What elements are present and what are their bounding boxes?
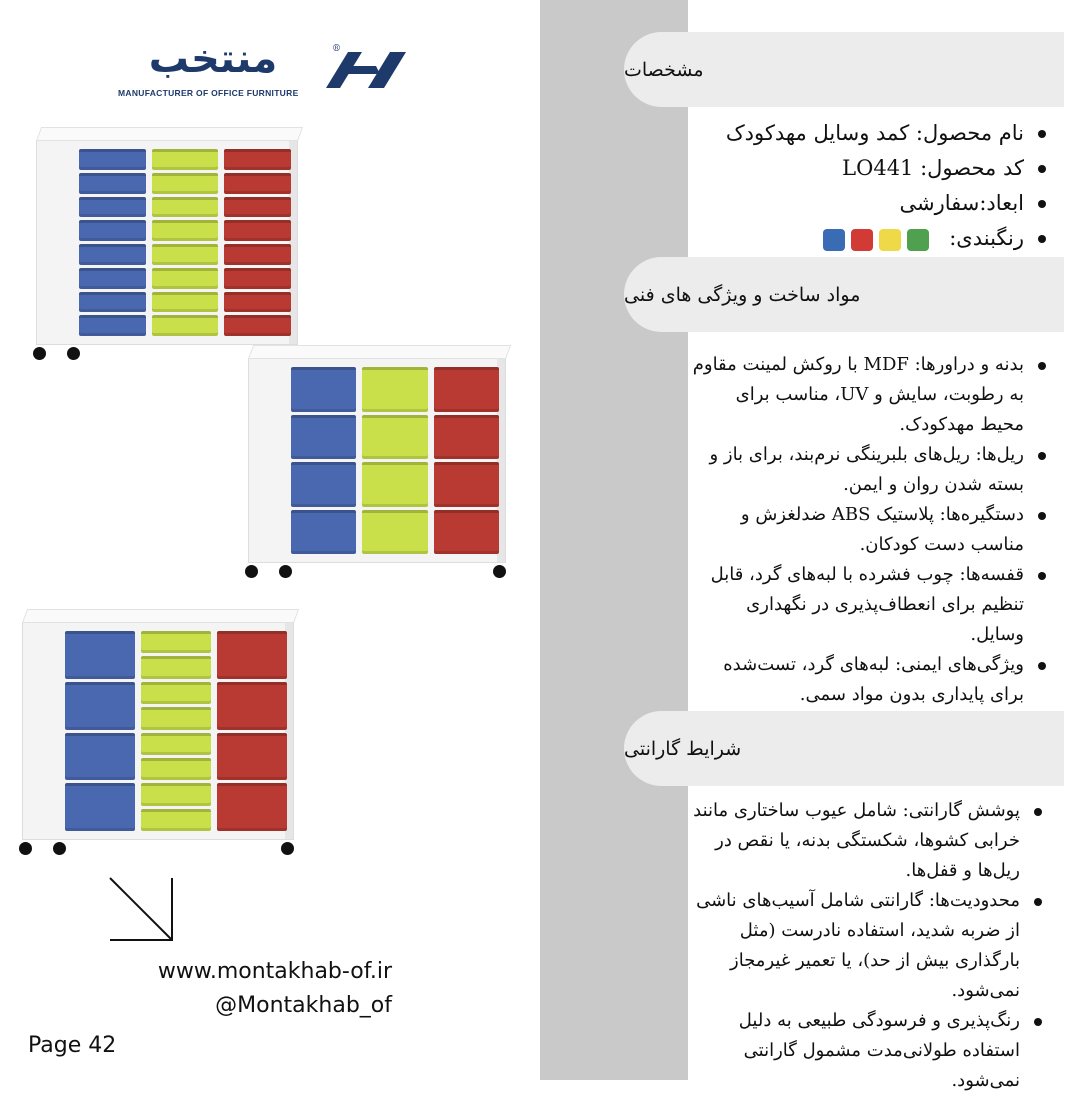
section-header-specs: مشخصات — [624, 32, 1064, 107]
drawer-column — [224, 149, 291, 336]
drawer — [434, 415, 499, 460]
wheel-icon — [33, 347, 46, 360]
wheel-icon — [53, 842, 66, 855]
color-swatch-blue — [823, 229, 845, 251]
drawer — [141, 809, 211, 831]
list-item: دستگیره‌ها: پلاستیک ABS ضدلغزش و مناسب دست کودکان. — [690, 500, 1050, 560]
wheel-icon — [19, 842, 32, 855]
specs-list — [726, 116, 1050, 256]
drawer — [65, 733, 135, 781]
wheel-icon — [279, 565, 292, 578]
drawer — [362, 462, 427, 507]
list-item: رنگ‌پذیری و فرسودگی طبیعی به دلیل استفاده طولانی‌مدت مشمول گارانتی نمی‌شود. — [686, 1006, 1046, 1096]
drawer — [217, 682, 287, 730]
drawer — [152, 315, 219, 336]
list-item: محدودیت‌ها: گارانتی شامل آسیب‌های ناشی از ضربه شدید، استفاده نادرست (مثل بارگذاری بیش از حد)، یا تعمیر غیرمجاز نمی‌شود. — [686, 886, 1046, 1006]
contact-info — [108, 955, 392, 1023]
wheel-icon — [245, 565, 258, 578]
social-handle[interactable]: @Montakhab_of — [215, 993, 392, 1018]
drawer — [362, 415, 427, 460]
drawer — [65, 783, 135, 831]
list-item: کد محصول: LO441 — [726, 151, 1050, 186]
gray-strip — [540, 0, 688, 1080]
drawer — [224, 197, 291, 218]
drawer-column — [434, 367, 499, 554]
drawer-column — [362, 367, 427, 554]
drawer — [79, 220, 146, 241]
drawer — [217, 783, 287, 831]
color-swatches — [817, 221, 929, 256]
cabinet-top — [248, 345, 511, 359]
drawer-column — [79, 149, 146, 336]
drawer — [65, 631, 135, 679]
drawer — [141, 682, 211, 704]
cabinet-image — [22, 622, 294, 840]
brand-logo — [118, 36, 418, 102]
drawer — [217, 631, 287, 679]
drawer — [79, 149, 146, 170]
materials-list — [690, 350, 1050, 710]
list-item: ابعاد:سفارشی — [726, 186, 1050, 221]
drawer — [141, 783, 211, 805]
cabinet-image — [36, 140, 298, 345]
drawer — [224, 244, 291, 265]
list-item: بدنه و دراورها: MDF با روکش لمینت مقاوم به رطوبت، سایش و UV، مناسب برای محیط مهدکودک. — [690, 350, 1050, 440]
logo-tagline: MANUFACTURER OF OFFICE FURNITURE — [118, 88, 299, 98]
drawer — [291, 510, 356, 555]
drawer — [141, 656, 211, 678]
drawer-column — [152, 149, 219, 336]
wheel-icon — [281, 842, 294, 855]
drawer — [224, 315, 291, 336]
drawer — [224, 220, 291, 241]
cabinet-image — [248, 358, 506, 563]
drawer — [224, 149, 291, 170]
section-header-materials: مواد ساخت و ویژگی های فنی — [624, 257, 1064, 332]
drawer — [152, 197, 219, 218]
registered-mark: ® — [332, 44, 341, 54]
drawer — [362, 367, 427, 412]
drawer — [217, 733, 287, 781]
drawer-column — [217, 631, 287, 831]
wheel-icon — [67, 347, 80, 360]
section-header-warranty: شرایط گارانتی — [624, 711, 1064, 786]
drawer — [434, 510, 499, 555]
list-item — [726, 221, 1050, 256]
drawer — [291, 415, 356, 460]
drawer — [79, 173, 146, 194]
drawer — [291, 367, 356, 412]
wheel-icon — [493, 565, 506, 578]
page-number: Page 42 — [28, 1033, 117, 1058]
drawer — [224, 173, 291, 194]
drawer — [224, 292, 291, 313]
drawer — [79, 292, 146, 313]
drawer — [152, 244, 219, 265]
drawer — [79, 197, 146, 218]
drawer-column — [65, 631, 135, 831]
drawer — [434, 462, 499, 507]
warranty-list — [686, 796, 1046, 1096]
cabinet-top — [36, 127, 303, 141]
drawer — [152, 268, 219, 289]
drawer — [141, 707, 211, 729]
drawer — [141, 631, 211, 653]
color-swatch-green — [907, 229, 929, 251]
drawer — [79, 244, 146, 265]
drawer — [79, 268, 146, 289]
drawer — [152, 173, 219, 194]
colors-label: رنگبندی: — [949, 226, 1024, 250]
drawer-column — [291, 367, 356, 554]
drawer — [152, 149, 219, 170]
drawer — [224, 268, 291, 289]
drawer-column — [141, 631, 211, 831]
drawer — [362, 510, 427, 555]
list-item: قفسه‌ها: چوب فشرده با لبه‌های گرد، قابل تنظیم برای انعطاف‌پذیری در نگهداری وسایل. — [690, 560, 1050, 650]
cabinet-top — [22, 609, 299, 623]
list-item: پوشش گارانتی: شامل عیوب ساختاری مانند خرابی کشوها، شکستگی بدنه، یا نقص در ریل‌ها و قفل‌ها. — [686, 796, 1046, 886]
list-item: ریل‌ها: ریل‌های بلبرینگی نرم‌بند، برای باز و بسته شدن روان و ایمن. — [690, 440, 1050, 500]
drawer — [152, 220, 219, 241]
drawer — [141, 733, 211, 755]
drawer — [65, 682, 135, 730]
list-item: ویژگی‌های ایمنی: لبه‌های گرد، تست‌شده برای پایداری بدون مواد سمی. — [690, 650, 1050, 710]
website-link[interactable]: www.montakhab-of.ir — [157, 959, 392, 984]
list-item: نام محصول: کمد وسایل مهدکودک — [726, 116, 1050, 151]
drawer — [141, 758, 211, 780]
arrow-down-right-icon — [108, 876, 174, 942]
drawer — [79, 315, 146, 336]
color-swatch-yellow — [879, 229, 901, 251]
logo-wordmark: منتخب — [148, 36, 278, 82]
color-swatch-red — [851, 229, 873, 251]
drawer — [434, 367, 499, 412]
drawer — [291, 462, 356, 507]
drawer — [152, 292, 219, 313]
